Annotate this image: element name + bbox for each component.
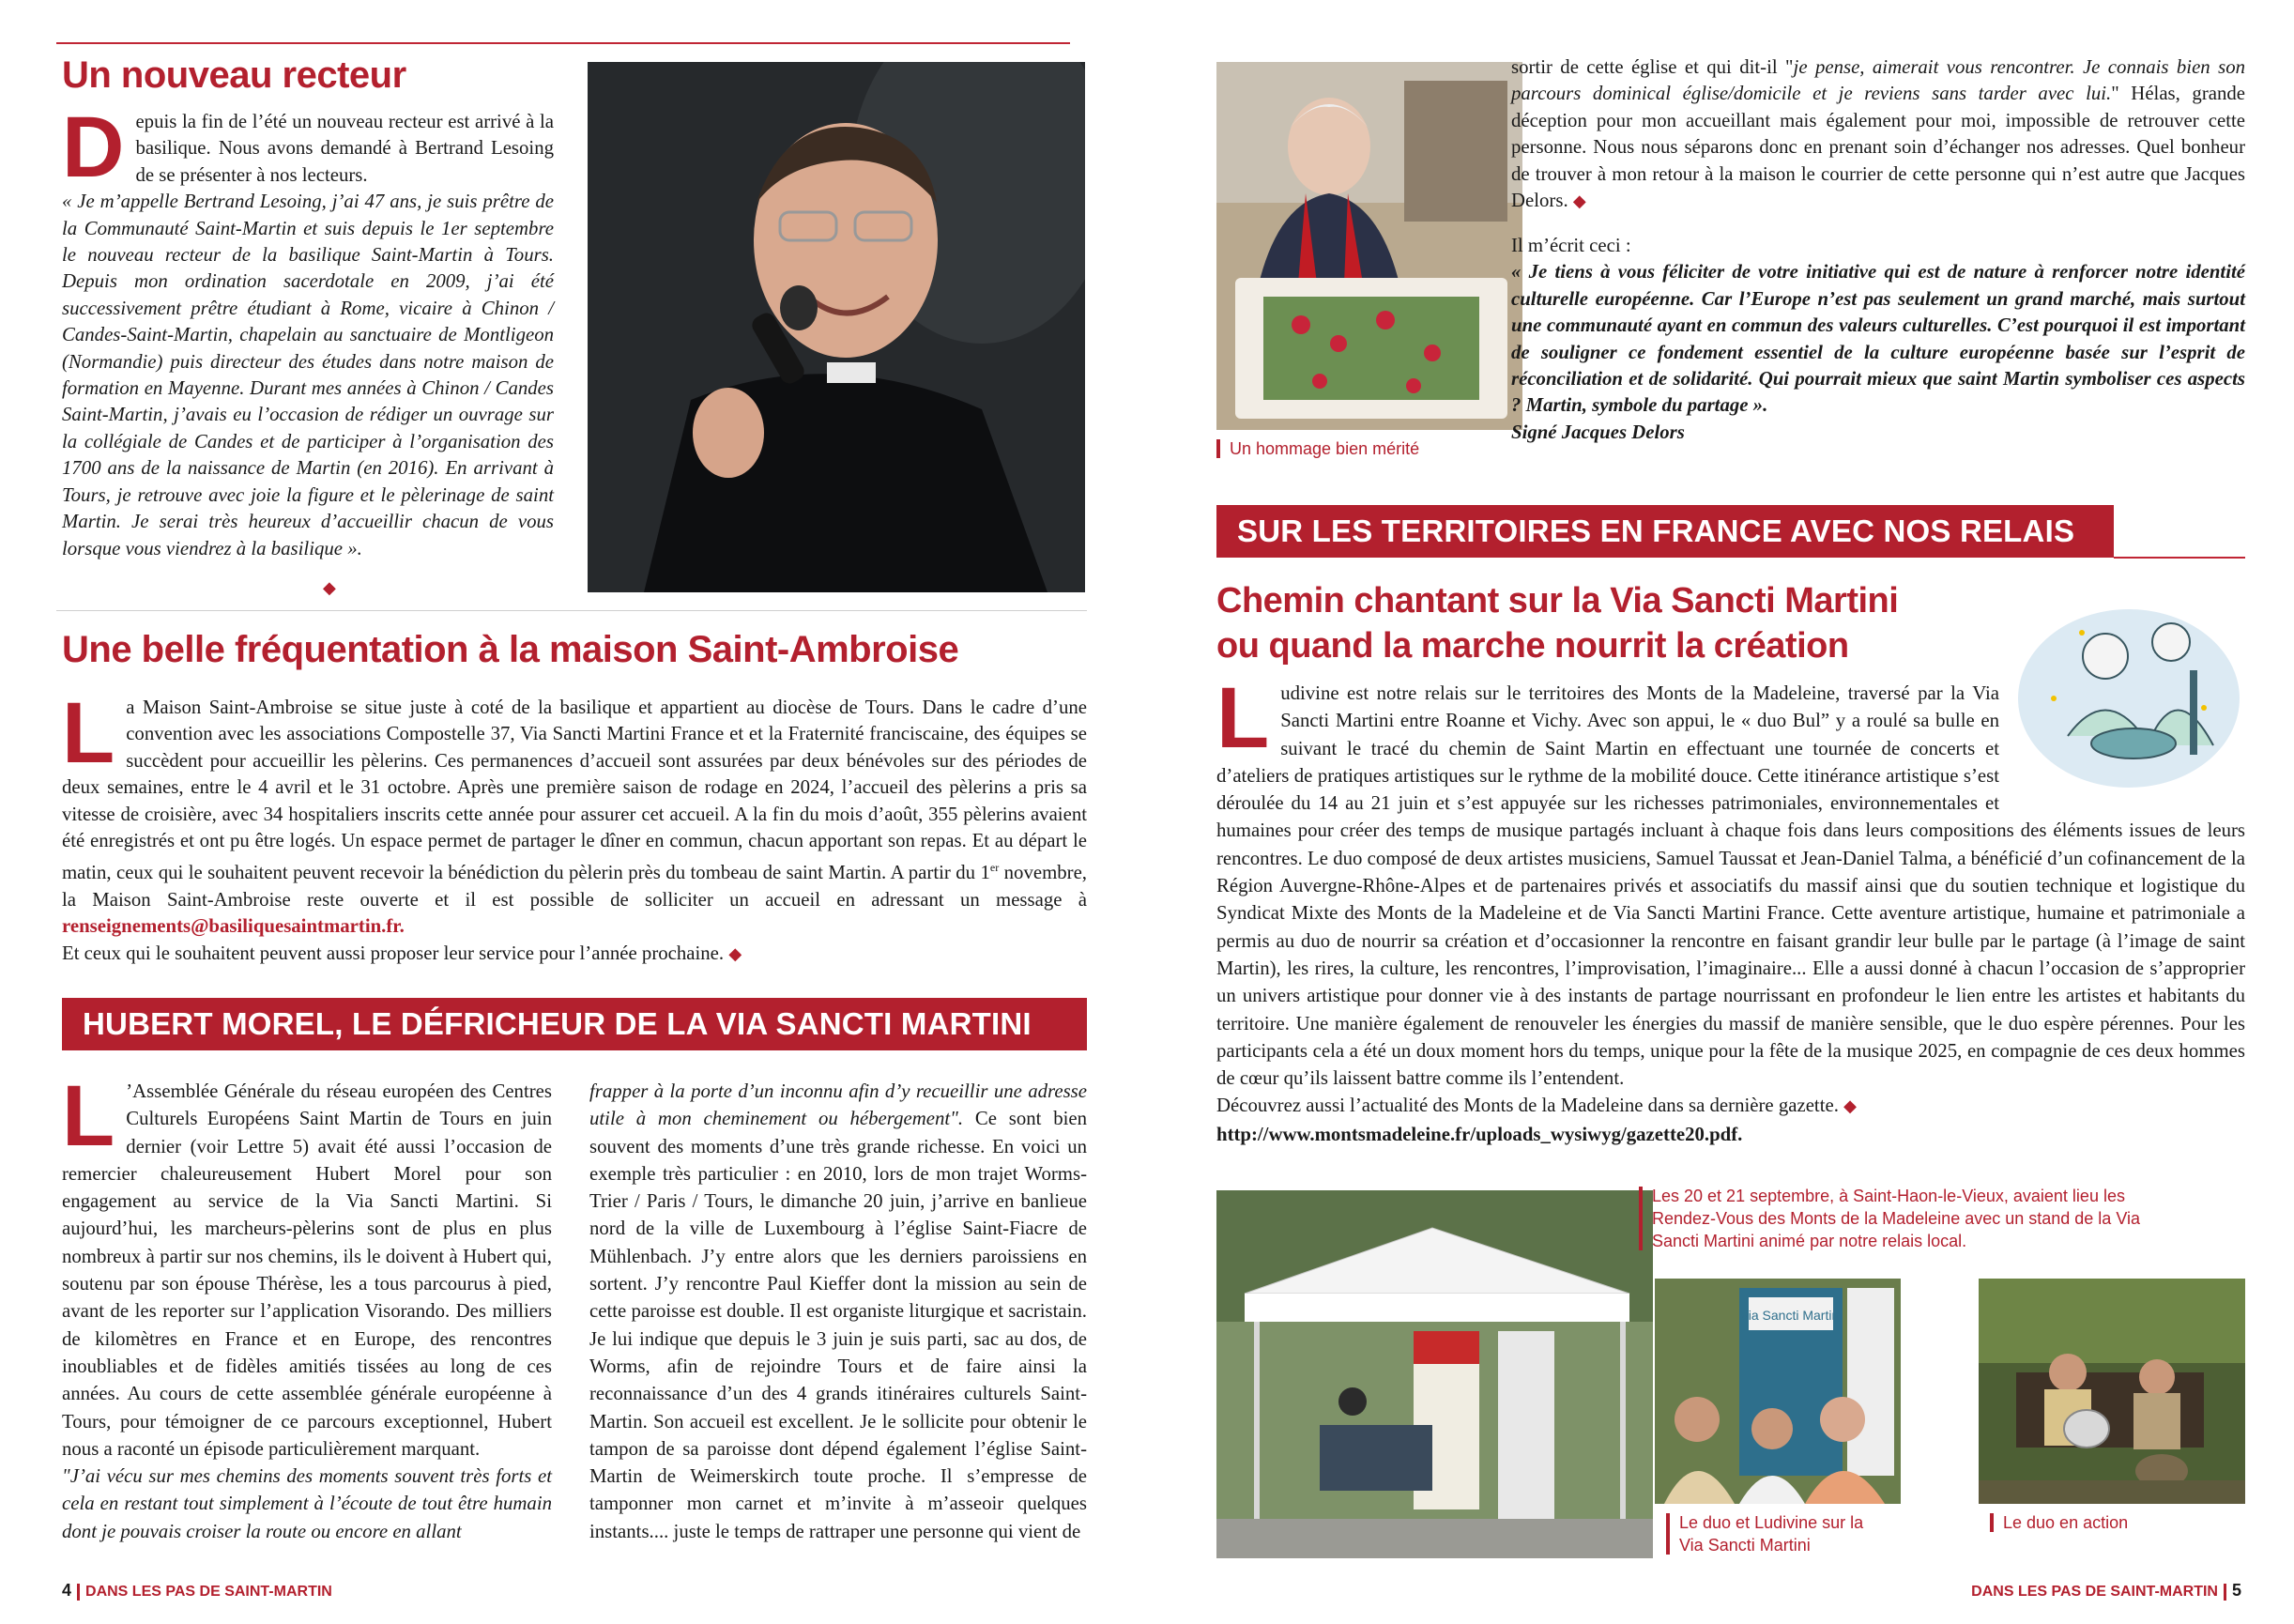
end-diamond: ◆ <box>728 943 742 963</box>
rector-photo-illustration <box>588 62 1085 592</box>
continued-text <box>1511 54 2245 214</box>
footer-right <box>1971 1581 2241 1601</box>
band-rule <box>2114 557 2245 559</box>
delors-letter <box>1511 233 2245 446</box>
letter-quote: « Je tiens à vous féliciter de votre initiative qui est de nature à renforcer notre identité culturelle européenne. Car l’Europe n’est pas seulement un grand marché, mais surtout une communauté ayant en commun des valeurs culturelles. C’est pourquoi il est important de souligner ce fondement essentiel de la culture européenne basée sur l’esprit de réconciliation et de solidarité. Qui pourrait mieux que saint Martin symboliser ces aspects ? Martin, symbole du partage ». <box>1511 261 2245 417</box>
continued-text-b: " Hélas, grande déception pour mon accueillant mais également pour moi, impossible de retrouver cette personne. Nous nous séparons donc en prenant soin d’échanger nos adresses. Quel bonheur de trouver à mon retour à la maison le courrier de cette personne qui n’est autre que Jacques Delors. <box>1511 83 2246 212</box>
footer-bar <box>77 1584 80 1601</box>
ambroise-text-a: a Maison Saint-Ambroise se situe juste à coté de la basilique et appartient au diocèse de Tours. Dans le cadre d’une convention avec les associations Compostelle 37, Via Sancti Martini France et et la Fraternité franciscaine, des équipes se succèdent pour accueillir les pèlerins. Ces permanences d’accueil sont assurées par deux bénévoles sur des périodes de deux semaines, entre le 4 avril et le 31 octobre. Après une première saison de rodage en 2024, l’accueil des pèlerins a pris sa vitesse de croisière, avec 34 hospitaliers inscrits cette année pour assurer cet accueil. A la fin du mois d’août, 355 pèlerins avaient été enregistrés et ont pu être logés. Un espace permet de partager le dîner en commun, chacun apportant son repas. Et au départ le matin, ceux qui le souhaitent peuvent recevoir la bénédiction du pèlerin près du tombeau de saint Martin. A partir du 1 <box>62 697 1087 884</box>
page-number: 4 <box>62 1581 72 1600</box>
letter-signature: Signé Jacques Delors <box>1511 421 1685 443</box>
recteur-intro: epuis la fin de l’été un nouveau recteur est arrivé à la basilique. Nous avons demandé à Bertrand Lesoing de se présenter à nos lecteurs. <box>135 111 554 186</box>
end-diamond: ◆ <box>1572 192 1586 211</box>
section-title-recteur: Un nouveau recteur <box>62 54 406 96</box>
hubert-col2 <box>589 1078 1087 1545</box>
continued-text-a: sortir de cette église et qui dit-il " <box>1511 56 1794 78</box>
chemin-text: udivine est notre relais sur le territoires des Monts de la Madeleine, traversé par la Via Sancti Martini entre Roanne et Vichy. Avec son appui, le « duo Bul” y a roulé sa bulle en suivant le tracé du chemin de Saint Martin en effectuant une tournée de concerts et d’ateliers de pratiques artistiques sur le rythme de la mobilité douce. Cette itinérance artistique s’est déroulée du 14 au 21 juin et s’est appuyée sur les richesses patrimoniales, environnementales et humaines pour créer des temps de musique partagés incluant à chaque fois dans leurs compositions des éléments issues de leurs rencontres. Le duo composé de deux artistes musiciens, Samuel Taussat et Jean-Daniel Talma, a bénéficié d’un cofinancement de la Région Auvergne-Rhône-Alpes et de partenaires privés et associatifs du massif ainsi que du soutien technique et logistique du Syndicat Mixte des Monts de la Madeleine et de Via Sancti Martini France. Cette aventure artistique, humaine et patrimoniale a permis au duo de nourrir sa création et d’occasionner la rencontre en faisant grandir leur bulle par le partage (à l’image de saint Martin), les rires, la culture, les rencontres, l’improvisation, l’imaginaire... Elle a aussi donné à chacun l’occasion de s’approprier un univers artistique pour donner vie à des instants de partage nourrissant en profondeur le lien entre les artistes et habitants du territoire. Une manière également de renouveler les énergies du massif de manière sensible, que le duo espère pérennes. Pour les participants cela a été un doux moment hors du temps, unique pour la fête de la musique 2025, en compagnie de ces deux hommes de cœur qu’ils laissent battre comme ils l’entendent. <box>1216 682 2245 1090</box>
footer-left <box>62 1581 332 1601</box>
letter-intro: Il m’écrit ceci : <box>1511 235 1631 256</box>
hubert-col2-text: Ce sont bien souvent des moments d’une très grande richesse. En voici un exemple très particulier : en 2010, lors de mon trajet Worms-Trier / Paris / Tours, le dimanche 20 juin, j’arrive en banlieue nord de la ville de Luxembourg à l’église Saint-Fiacre de Mühlenbach. J’y entre alors que les derniers paroissiens en sortent. J’y rencontre Paul Kieffer dont la mission au sein de cette paroisse est double. Il est organiste liturgique et sacristain. Je lui indique que depuis le 3 juin je suis parti, sac au dos, de Worms, afin de rejoindre Tours et de faire ainsi la reconnaissance d’un des 4 grands itinéraires culturels Saint-Martin. Son accueil est excellent. Je le sollicite pour obtenir le tampon de sa paroisse dont dépend également l’église Saint-Martin de Weimerskirch toute proche. Il s’empresse de tamponner mon carnet et m’invite à m’asseoir quelques instants.... juste le temps de rattraper une personne qui vient de <box>589 1108 1087 1542</box>
footer-bar <box>2224 1584 2226 1601</box>
chemin-article <box>1216 670 2245 1148</box>
duo-action-illustration <box>1979 1279 2245 1504</box>
end-diamond: ◆ <box>323 578 336 597</box>
recteur-article <box>62 100 554 562</box>
end-diamond: ◆ <box>1843 1096 1857 1116</box>
hubert-col1-quote: "J’ai vécu sur mes chemins des moments souvent très forts et cela en restant tout simplement à l’écoute de tout être humain dont je pouvais croiser la route ou encore en allant <box>62 1465 552 1542</box>
caption-hommage: Un hommage bien mérité <box>1216 437 1419 460</box>
dropcap: L <box>62 685 115 781</box>
section-band-hubert: HUBERT MOREL, LE DÉFRICHEUR DE LA VIA SANCTI MARTINI <box>62 998 1087 1050</box>
duo-ludivine-illustration <box>1655 1279 1901 1504</box>
dropcap: L <box>62 1068 115 1164</box>
rector-photo <box>588 62 1085 592</box>
duo-ludivine-photo <box>1655 1279 1901 1504</box>
banner-text: Via Sancti Martini <box>1739 1308 1843 1323</box>
dropcap: D <box>62 100 125 195</box>
duo-action-photo <box>1979 1279 2245 1504</box>
section-title-chemin-2: ou quand la marche nourrit la création <box>1216 626 1849 666</box>
divider <box>56 610 1087 611</box>
event-stand-illustration <box>1216 1190 1653 1558</box>
section-band-territoires: SUR LES TERRITOIRES EN FRANCE AVEC NOS RELAIS <box>1216 505 2114 558</box>
caption-event: Les 20 et 21 septembre, à Saint-Haon-le-Vieux, avaient lieu les Rendez-Vous des Monts de la Madeleine avec un stand de la Via Sancti Martini animé par notre relais local. <box>1639 1185 2164 1252</box>
hubert-col1-text: ’Assemblée Générale du réseau européen des Centres Culturels Européens Saint Martin de Tours en juin dernier (voir Lettre 5) avait été aussi l’occasion de remercier chaleureusement Hubert Morel pour son engagement au service de la Via Sancti Martini. Si aujourd’hui, les marcheurs-pèlerins sont de plus en plus nombreux à partir sur nos chemins, ils le doivent à Hubert qui, soutenu par son épouse Thérèse, les a tous parcourus à pied, avant de les reporter sur l’application Visorando. Des milliers de kilomètres en France et en Europe, des rencontres inoubliables et de fidèles amitiés tissées au long de ces années. Au cours de cette assemblée générale européenne à Tours, pour témoigner de ce parcours exceptionnel, Hubert nous a raconté un épisode particulièrement marquant. <box>62 1080 552 1460</box>
page-number: 5 <box>2231 1581 2241 1600</box>
footer-label: DANS LES PAS DE SAINT-MARTIN <box>85 1584 332 1600</box>
ambroise-text-c-content: Et ceux qui le souhaitent peuvent aussi proposer leur service pour l’année prochaine. <box>62 942 725 964</box>
dropcap: L <box>1216 670 1270 766</box>
caption-duo: Le duo et Ludivine sur la Via Sancti Martini <box>1666 1511 1891 1556</box>
continued-quote: je pense, aimerait vous rencontrer. Je connais bien son parcours dominical église/domicile et je reviens sans tarder avec lui. <box>1511 56 2245 105</box>
hubert-col1 <box>62 1068 552 1545</box>
ambroise-text-b: novembre, la Maison Saint-Ambroise reste ouverte et il est possible de solliciter un accueil en adressant un message à <box>62 862 1087 911</box>
saint-ambroise-article <box>62 685 1087 967</box>
event-stand-photo <box>1216 1190 1653 1558</box>
hubert-col2-quote: frapper à la porte d’un inconnu afin d’y recueillir une adresse utile à mon cheminement ou hébergement". <box>589 1080 1087 1130</box>
footer-label: DANS LES PAS DE SAINT-MARTIN <box>1971 1584 2218 1600</box>
top-rule <box>56 42 1070 44</box>
delors-photo-illustration <box>1216 62 1522 430</box>
delors-photo <box>1216 62 1522 430</box>
chemin-more-text: Découvrez aussi l’actualité des Monts de la Madeleine dans sa dernière gazette. <box>1216 1095 1839 1117</box>
ambroise-text-c <box>62 941 1087 967</box>
caption-action: Le duo en action <box>1990 1511 2128 1534</box>
gazette-link[interactable]: http://www.montsmadeleine.fr/uploads_wysiwyg/gazette20.pdf. <box>1216 1123 1743 1145</box>
recteur-quote: « Je m’appelle Bertrand Lesoing, j’ai 47 ans, je suis prêtre de la Communauté Saint-Martin et suis depuis le 1er septembre le nouveau recteur de la basilique Saint-Martin à Tours. Depuis mon ordination sacerdotale en 2009, j’ai été successivement prêtre étudiant à Rome, vicaire à Chinon / Candes-Saint-Martin, chapelain au sanctuaire de Montligeon (Normandie) puis directeur des études dans notre maison de formation en Mayenne. Durant mes années à Chinon / Candes Saint-Martin, j’avais eu l’occasion de rédiger un ouvrage sur la collégiale de Candes et de participer à l’organisation des 1700 ans de la naissance de Martin (en 2016). En arrivant à Tours, je retrouve avec joie la figure et le pèlerinage de saint Martin. Je serai très heureux d’accueillir chacun de vous lorsque vous viendrez à la basilique ». <box>62 191 554 559</box>
section-title-chemin-1: Chemin chantant sur la Via Sancti Martini <box>1216 581 1899 620</box>
ambroise-sup: er <box>989 861 1000 875</box>
chemin-more <box>1216 1092 2245 1120</box>
illustration-spacer <box>1999 680 2245 802</box>
email-link[interactable]: renseignements@basiliquesaintmartin.fr. <box>62 915 405 938</box>
section-title-saint-ambroise: Une belle fréquentation à la maison Saint-Ambroise <box>62 629 959 670</box>
